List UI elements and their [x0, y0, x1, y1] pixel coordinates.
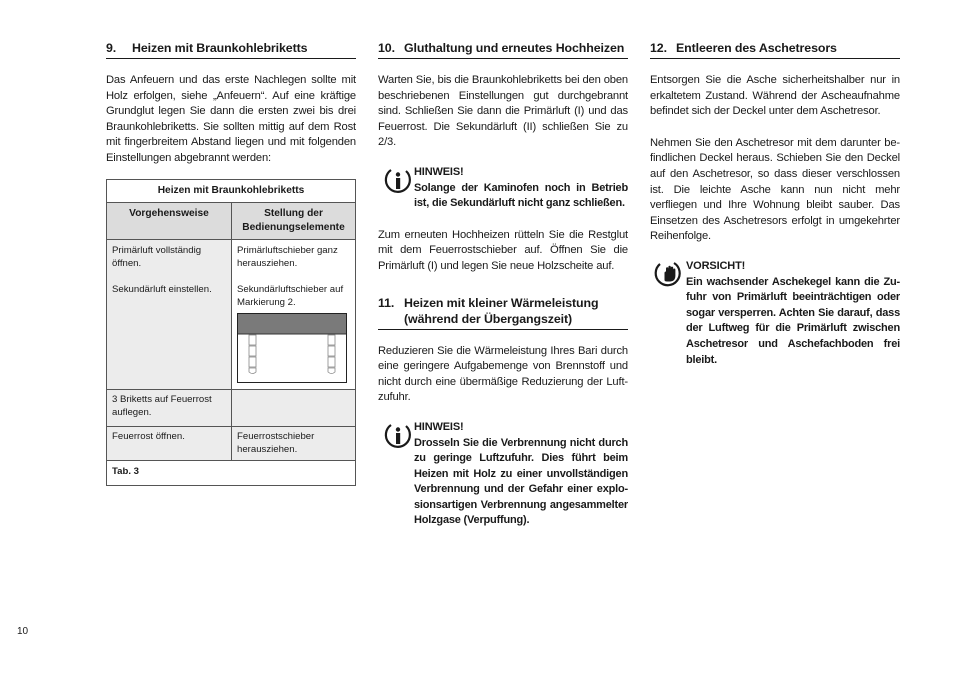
- column-middle: [378, 40, 628, 529]
- table-row: [107, 239, 356, 389]
- notice-text: Drosseln Sie die Verbrennung nicht durch zu geringe Luftzufuhr. Dies führt beim Heizen mit Holz zu einer unvollständigen Verbrennung und der Gefahr einer explo-sionsartigen Verbrennung angesammelter Holzgase (Verpuffung).: [414, 436, 628, 527]
- notice-text: Solange der Kaminofen noch in Betrieb ist, die Sekundärluft nicht ganz schließen.: [414, 181, 628, 210]
- hand-caution-icon: [654, 259, 684, 289]
- table-cell-text: Sekundärluft einstellen.: [112, 283, 212, 295]
- table-footer: Tab. 3: [107, 460, 356, 485]
- column-right: [650, 40, 900, 368]
- section-12-paragraph-2: Nehmen Sie den Aschetresor mit dem darunter be-findlichen Deckel heraus. Schieben Sie den Deckel auf den Aschetresor, so dass dieser verschlossen ist. Die leichte Asche kann nun nicht mehr verfliegen und Ihre Wohnung bleibt sauber. Das Einsetzen des Aschetresors erfolgt in umgekehrter Reihenfolge.: [650, 136, 900, 243]
- section-11-heading: [378, 295, 628, 330]
- notice-box: [378, 165, 628, 212]
- section-title: Heizen mit Braunkohlebriketts: [132, 41, 308, 55]
- table-cell: [232, 389, 356, 426]
- caution-text: Ein wachsender Aschekegel kann die Zu-fuhr von Primärluft beeinträchtigen oder sogar versperren. Achten Sie darauf, dass der Luftweg für die Primärluft zwischen Aschetresor und Aschefachboden frei bleibt.: [686, 275, 900, 366]
- table-3: [106, 179, 356, 486]
- table-cell: [232, 239, 356, 389]
- section-number: 12.: [650, 41, 667, 55]
- section-12-heading: [650, 40, 900, 59]
- section-9-heading: [106, 40, 356, 59]
- section-title: Gluthaltung und erneutes Hochheizen: [404, 41, 625, 55]
- section-9-intro: Das Anfeuern und das erste Nachlegen sollte mit Holz erfolgen, siehe „Anfeuern“. Auf eine kräftige Grundglut legen Sie dann die ersten zwei bis drei Braunkohlebriketts. Sie sollten mittig auf dem Rost mit fingerbreitem Abstand liegen und mit folgenden Einstellungen abgebrannt werden:: [106, 74, 356, 164]
- table-caption: Heizen mit Braunkohlebriketts: [107, 179, 356, 202]
- section-title: Entleeren des Aschetresors: [676, 41, 837, 55]
- section-title-line: (während der Übergangszeit): [404, 311, 573, 326]
- table-cell: [107, 239, 232, 389]
- table-header-procedure: Vorgehensweise: [107, 202, 232, 239]
- table-cell-text: Primärluft vollständig öffnen.: [112, 244, 202, 269]
- info-icon: [382, 165, 412, 195]
- table-cell: Feuerrostschieber herausziehen.: [232, 426, 356, 460]
- notice-box: [378, 420, 628, 529]
- table-header-settings: Stellung der Bedienungselemente: [232, 202, 356, 239]
- table-row: [107, 389, 356, 426]
- section-title: [404, 295, 598, 327]
- info-icon: [382, 420, 412, 450]
- section-number: 10.: [378, 41, 395, 55]
- stove-controls-diagram: [237, 313, 347, 383]
- section-10-paragraph-2: Zum erneuten Hochheizen rütteln Sie die Restglut mit dem Feuerrostschieber auf. Öffnen Sie die Primärluft (I) und legen Sie neue Holzscheite auf.: [378, 228, 628, 272]
- section-12-paragraph: Entsorgen Sie die Asche sicherheitshalber nur in erkaltetem Zustand. Während der Ascheaufnahme befindet sich der Deckel unter dem Aschetresor.: [650, 74, 900, 118]
- caution-box: [650, 259, 900, 368]
- column-left: [106, 40, 356, 486]
- section-number: 11.: [378, 295, 395, 310]
- page-number: 10: [17, 626, 29, 637]
- section-11-paragraph: Reduzieren Sie die Wärmeleistung Ihres Bari durch eine geringere Aufgabemenge von Brennstoff und nicht durch eine übermäßige Reduzierung der Luft-zufuhr.: [378, 344, 628, 404]
- table-row: [107, 426, 356, 460]
- section-number: 9.: [106, 41, 117, 55]
- section-title-line: Heizen mit kleiner Wärmeleistung: [404, 295, 599, 310]
- section-10-heading: [378, 40, 628, 59]
- table-cell: 3 Briketts auf Feuerrost auflegen.: [107, 389, 232, 426]
- caution-title: VORSICHT!: [686, 259, 746, 272]
- section-10-paragraph: Warten Sie, bis die Braunkohlebriketts bei den oben beschriebenen Einstellungen gut durchgebrannt sind. Schließen Sie dann die Primärluft (I) und das Feuerrost. Die Sekundärluft (II) schließen Sie zu 2/3.: [378, 74, 628, 149]
- table-cell: Feuerrost öffnen.: [107, 426, 232, 460]
- notice-title: HINWEIS!: [414, 420, 464, 433]
- notice-title: HINWEIS!: [414, 165, 464, 178]
- table-cell-text: Primärluftschieber ganz herausziehen.: [237, 244, 338, 269]
- table-cell-text: Sekundärluftschieber auf Markierung 2.: [237, 283, 344, 308]
